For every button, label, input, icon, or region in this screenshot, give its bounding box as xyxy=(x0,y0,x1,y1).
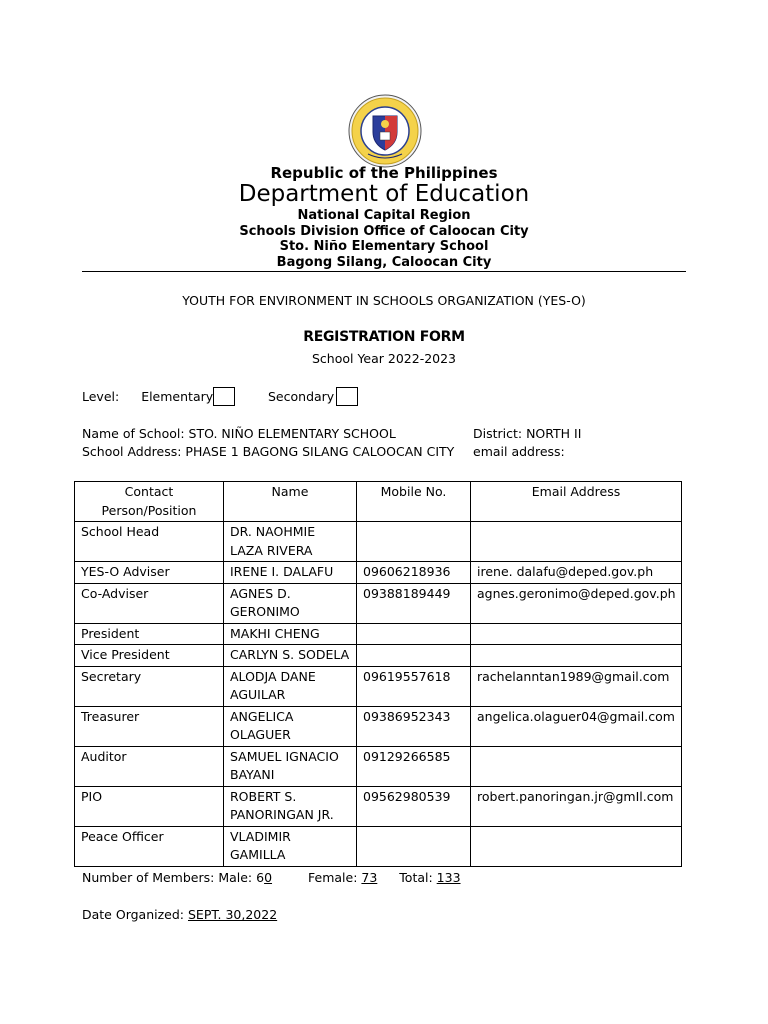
total-label: Total: xyxy=(399,870,433,885)
cell-mobile: 09388189449 xyxy=(357,583,471,623)
cell-position: Secretary xyxy=(75,666,224,706)
table-row xyxy=(75,623,682,645)
district-line: District: NORTH II xyxy=(473,426,582,441)
cell-position: School Head xyxy=(75,522,224,562)
members-label: Number of Members: Male: 6 xyxy=(82,870,265,885)
cell-position: PIO xyxy=(75,786,224,826)
female-label: Female: xyxy=(308,870,358,885)
secondary-row xyxy=(268,387,358,406)
cell-mobile: 09562980539 xyxy=(357,786,471,826)
office-address-block xyxy=(0,208,768,270)
table-row xyxy=(75,666,682,706)
cell-email: irene. dalafu@deped.gov.ph xyxy=(471,562,682,584)
cell-mobile: 09129266585 xyxy=(357,746,471,786)
form-title: REGISTRATION FORM xyxy=(303,329,465,345)
cell-mobile xyxy=(357,826,471,866)
table-row xyxy=(75,706,682,746)
cell-name: ANGELICA OLAGUER xyxy=(224,706,357,746)
region-line: National Capital Region xyxy=(297,208,471,223)
date-label: Date Organized: xyxy=(82,907,184,922)
school-line: Sto. Niño Elementary School xyxy=(279,239,489,254)
cell-mobile xyxy=(357,645,471,667)
table-header-row xyxy=(75,482,682,522)
header-divider xyxy=(82,271,686,272)
cell-position: Auditor xyxy=(75,746,224,786)
cell-position: Peace Officer xyxy=(75,826,224,866)
cell-email: angelica.olaguer04@gmail.com xyxy=(471,706,682,746)
level-label: Level: xyxy=(82,389,120,404)
cell-position: Vice President xyxy=(75,645,224,667)
cell-email: rachelanntan1989@gmail.com xyxy=(471,666,682,706)
cell-mobile: 09606218936 xyxy=(357,562,471,584)
school-name-line: Name of School: STO. NIÑO ELEMENTARY SCHOOL xyxy=(82,426,396,441)
level-row xyxy=(82,387,235,406)
cell-email: agnes.geronimo@deped.gov.ph xyxy=(471,583,682,623)
school-year: School Year 2022-2023 xyxy=(311,351,457,366)
table-row xyxy=(75,746,682,786)
table-row xyxy=(75,786,682,826)
address-line: Bagong Silang, Caloocan City xyxy=(276,254,492,270)
cell-name: ROBERT S. PANORINGAN JR. xyxy=(224,786,357,826)
organization-title: YOUTH FOR ENVIRONMENT IN SCHOOLS ORGANIZATION (YES-O) xyxy=(182,293,586,308)
email-address-line: email address: xyxy=(473,444,565,459)
department-title: Department of Education xyxy=(238,181,530,207)
cell-name: DR. NAOHMIE LAZA RIVERA xyxy=(224,522,357,562)
cell-email xyxy=(471,623,682,645)
secondary-checkbox[interactable] xyxy=(336,387,358,406)
level-secondary-label: Secondary xyxy=(268,389,335,404)
table-row xyxy=(75,645,682,667)
cell-position: Treasurer xyxy=(75,706,224,746)
cell-email xyxy=(471,746,682,786)
cell-name: CARLYN S. SODELA xyxy=(224,645,357,667)
table-row xyxy=(75,583,682,623)
elementary-checkbox[interactable] xyxy=(213,387,235,406)
division-line: Schools Division Office of Caloocan City xyxy=(239,223,529,239)
date-organized-row xyxy=(82,907,277,922)
male-count-digit: 0 xyxy=(264,870,273,885)
header-email: Email Address xyxy=(471,482,682,522)
cell-name: ALODJA DANE AGUILAR xyxy=(224,666,357,706)
cell-mobile xyxy=(357,522,471,562)
cell-mobile xyxy=(357,623,471,645)
table-row xyxy=(75,826,682,866)
cell-position: President xyxy=(75,623,224,645)
date-value: SEPT. 30,2022 xyxy=(187,907,278,922)
total-count: 133 xyxy=(436,870,461,885)
school-address-line: School Address: PHASE 1 BAGONG SILANG CALOOCAN CITY xyxy=(82,444,455,459)
cell-position: Co-Adviser xyxy=(75,583,224,623)
cell-mobile: 09619557618 xyxy=(357,666,471,706)
officers-table xyxy=(74,481,682,867)
members-row xyxy=(82,870,461,885)
cell-mobile: 09386952343 xyxy=(357,706,471,746)
header-position: Contact Person/Position xyxy=(75,482,224,522)
cell-email xyxy=(471,522,682,562)
level-elementary-label: Elementary xyxy=(141,389,214,404)
cell-email: robert.panoringan.jr@gmIl.com xyxy=(471,786,682,826)
cell-name: SAMUEL IGNACIO BAYANI xyxy=(224,746,357,786)
female-count: 73 xyxy=(361,870,378,885)
cell-name: MAKHI CHENG xyxy=(224,623,357,645)
table-row xyxy=(75,562,682,584)
deped-seal-logo xyxy=(348,94,422,168)
republic-heading: Republic of the Philippines xyxy=(270,164,498,182)
cell-position: YES-O Adviser xyxy=(75,562,224,584)
cell-email xyxy=(471,826,682,866)
table-row xyxy=(75,522,682,562)
cell-name: IRENE I. DALAFU xyxy=(224,562,357,584)
header-mobile: Mobile No. xyxy=(357,482,471,522)
cell-name: AGNES D. GERONIMO xyxy=(224,583,357,623)
cell-name: VLADIMIR GAMILLA xyxy=(224,826,357,866)
header-name: Name xyxy=(224,482,357,522)
cell-email xyxy=(471,645,682,667)
